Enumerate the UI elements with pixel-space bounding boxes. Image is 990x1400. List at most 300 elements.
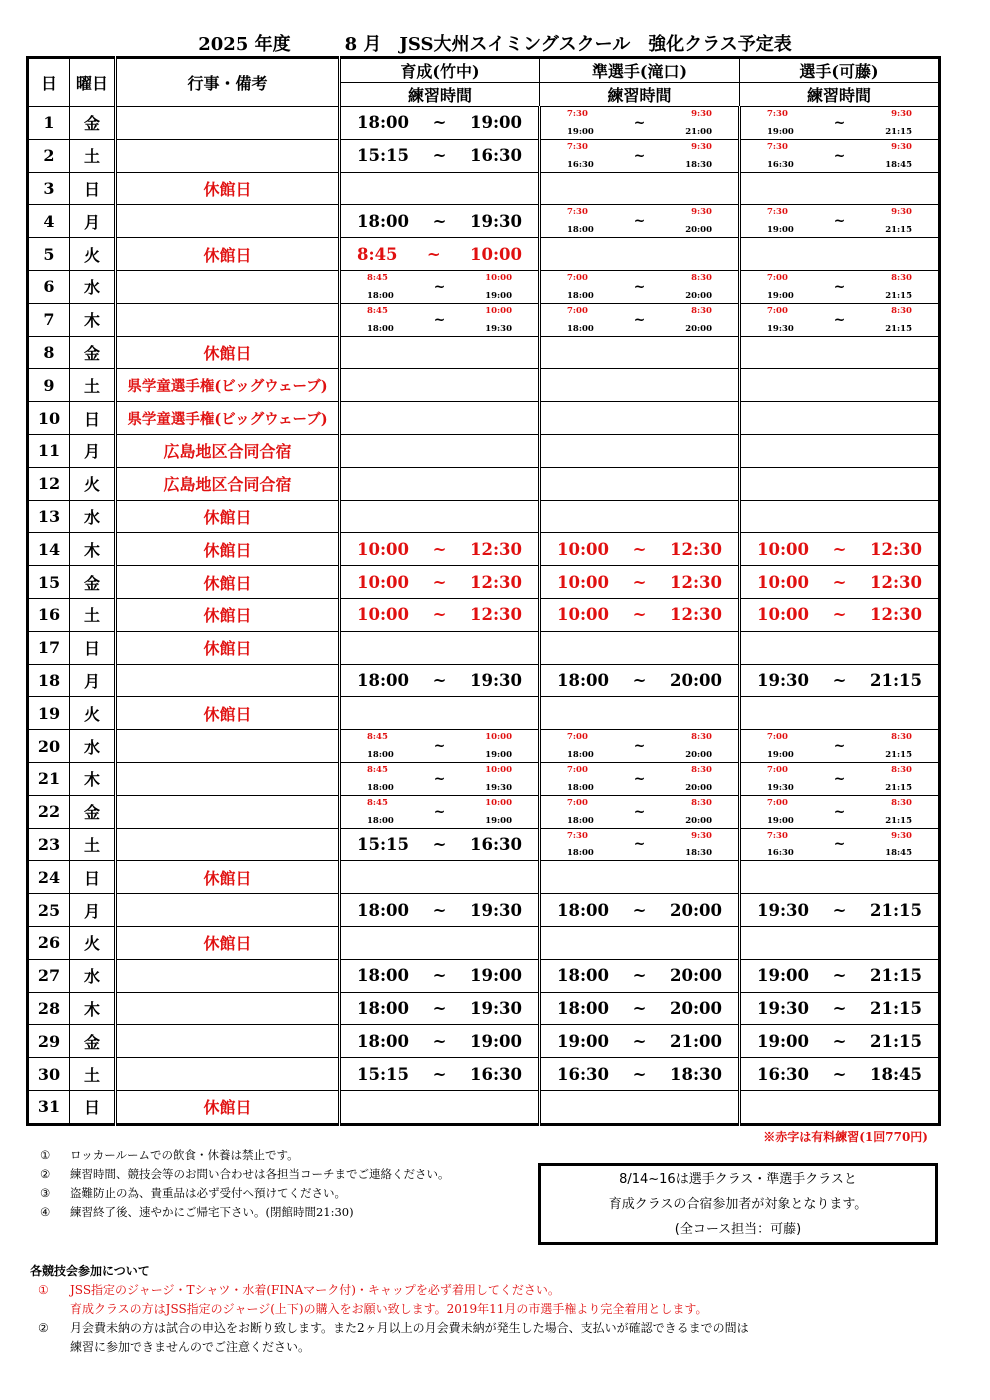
time-range-split — [741, 107, 938, 139]
time-range — [541, 993, 738, 1025]
start-times — [367, 796, 394, 828]
end-times — [885, 304, 912, 336]
end-time: 20:00 — [669, 966, 722, 986]
time-range-split — [541, 796, 738, 828]
end-time: 21:15 — [885, 290, 912, 301]
schedule-row — [28, 762, 940, 795]
event-cell: 休館日 — [116, 500, 340, 533]
time-cell — [740, 139, 940, 172]
time-cell — [740, 270, 940, 303]
time-cell — [740, 533, 940, 566]
time-cell — [340, 894, 540, 927]
tilde: ~ — [432, 1031, 447, 1051]
tilde: ~ — [633, 147, 646, 164]
time-range — [741, 993, 938, 1025]
time-cell — [740, 762, 940, 795]
time-cell — [340, 926, 540, 959]
start-times — [567, 205, 594, 237]
start-time: 19:00 — [567, 126, 594, 137]
time-cell — [540, 107, 740, 140]
time-range — [341, 1058, 538, 1090]
time-cell — [540, 270, 740, 303]
paid-start-time: 7:00 — [767, 732, 788, 743]
tilde: ~ — [632, 900, 647, 920]
start-times — [767, 763, 794, 795]
time-cell — [340, 107, 540, 140]
start-time: 19:00 — [767, 126, 794, 137]
tilde: ~ — [833, 738, 846, 755]
tilde: ~ — [833, 803, 846, 820]
end-time: 12:30 — [469, 572, 522, 592]
tilde: ~ — [832, 539, 847, 559]
paid-end-time: 9:30 — [891, 830, 912, 841]
day-cell: 8 — [28, 336, 70, 369]
tilde: ~ — [632, 998, 647, 1018]
weekday-cell: 火 — [70, 926, 116, 959]
tilde: ~ — [633, 114, 646, 131]
time-cell — [340, 1090, 540, 1124]
end-times — [485, 304, 512, 336]
header-practice-time: 練習時間 — [540, 83, 740, 107]
schedule-row — [28, 336, 940, 369]
event-cell — [116, 664, 340, 697]
start-times — [767, 829, 794, 861]
weekday-cell: 火 — [70, 467, 116, 500]
start-time: 10:00 — [757, 539, 810, 559]
competition-number: ② — [38, 1321, 49, 1335]
paid-end-time: 9:30 — [691, 109, 712, 119]
time-cell — [340, 238, 540, 271]
note-item — [40, 1146, 450, 1165]
end-time: 12:30 — [869, 572, 922, 592]
paid-end-time: 8:30 — [691, 732, 712, 743]
time-cell — [540, 369, 740, 402]
time-range-split — [741, 140, 938, 172]
event-cell — [116, 303, 340, 336]
time-cell — [740, 861, 940, 894]
schedule-row — [28, 992, 940, 1025]
end-time: 21:00 — [685, 126, 712, 137]
day-cell: 12 — [28, 467, 70, 500]
tilde: ~ — [832, 998, 847, 1018]
start-time: 18:00 — [357, 113, 410, 133]
schedule-row — [28, 598, 940, 631]
time-cell — [740, 894, 940, 927]
time-cell — [540, 205, 740, 238]
tilde: ~ — [833, 770, 846, 787]
schedule-row — [28, 795, 940, 828]
start-time: 16:30 — [757, 1064, 810, 1084]
end-times — [885, 730, 912, 762]
time-range — [541, 665, 738, 697]
weekday-cell: 日 — [70, 861, 116, 894]
schedule-row — [28, 172, 940, 205]
day-cell: 7 — [28, 303, 70, 336]
day-cell: 28 — [28, 992, 70, 1025]
paid-start-time: 7:00 — [767, 797, 788, 808]
tilde: ~ — [632, 605, 647, 625]
schedule-row — [28, 566, 940, 599]
paid-start-time: 7:30 — [567, 141, 588, 152]
start-time: 18:00 — [567, 225, 594, 236]
note-text: ロッカールームでの飲食・休養は禁止です。 — [70, 1148, 299, 1162]
time-cell — [540, 1090, 740, 1124]
tilde: ~ — [633, 738, 646, 755]
time-cell — [740, 303, 940, 336]
time-cell — [340, 533, 540, 566]
header-group-senshu: 選手(可藤) — [740, 58, 940, 83]
start-times — [567, 730, 594, 762]
time-cell — [740, 959, 940, 992]
day-cell: 25 — [28, 894, 70, 927]
day-cell: 31 — [28, 1090, 70, 1124]
day-cell: 18 — [28, 664, 70, 697]
event-cell — [116, 205, 340, 238]
start-times — [567, 271, 594, 303]
start-times — [767, 304, 794, 336]
tilde: ~ — [833, 836, 846, 853]
end-time: 12:30 — [469, 605, 522, 625]
time-range — [741, 599, 938, 631]
day-cell: 4 — [28, 205, 70, 238]
start-time: 19:00 — [767, 290, 794, 301]
start-time: 18:00 — [567, 749, 594, 760]
end-times — [685, 140, 712, 172]
end-times — [685, 304, 712, 336]
start-time: 18:00 — [357, 670, 410, 690]
time-cell — [740, 205, 940, 238]
end-time: 19:30 — [485, 782, 512, 793]
schedule-row — [28, 664, 940, 697]
start-time: 18:00 — [557, 670, 610, 690]
event-cell — [116, 730, 340, 763]
end-times — [685, 763, 712, 795]
paid-end-time: 10:00 — [485, 305, 512, 316]
tilde: ~ — [632, 670, 647, 690]
time-range — [341, 533, 538, 565]
end-time: 21:15 — [869, 966, 922, 986]
header-practice-time: 練習時間 — [740, 83, 940, 107]
time-cell — [540, 402, 740, 435]
end-times — [885, 796, 912, 828]
end-times — [685, 205, 712, 237]
time-cell — [340, 303, 540, 336]
start-time: 18:00 — [567, 290, 594, 301]
tilde: ~ — [433, 803, 446, 820]
start-time: 19:30 — [767, 323, 794, 334]
competition-text: 練習に参加できませんのでご注意ください。 — [70, 1340, 311, 1354]
paid-start-time: 7:30 — [767, 207, 788, 218]
end-times — [685, 829, 712, 861]
schedule-row — [28, 959, 940, 992]
tilde: ~ — [432, 605, 447, 625]
tilde: ~ — [832, 1064, 847, 1084]
time-cell — [540, 500, 740, 533]
time-cell — [540, 434, 740, 467]
time-cell — [540, 894, 740, 927]
header-practice-time: 練習時間 — [340, 83, 540, 107]
time-cell — [540, 467, 740, 500]
start-times — [567, 107, 594, 139]
event-cell — [116, 107, 340, 140]
schedule-row — [28, 139, 940, 172]
note-item — [40, 1203, 450, 1222]
tilde: ~ — [632, 572, 647, 592]
time-range-split — [341, 796, 538, 828]
end-time: 19:00 — [469, 1031, 522, 1051]
schedule-row — [28, 1025, 940, 1058]
time-cell — [740, 402, 940, 435]
time-range — [541, 566, 738, 598]
start-time: 10:00 — [557, 605, 610, 625]
tilde: ~ — [432, 146, 447, 166]
page-title: 2025 年度 8 月 JSS大州スイミングスクール 強化クラス予定表 — [198, 34, 792, 55]
start-time: 19:00 — [767, 225, 794, 236]
schedule-row — [28, 894, 940, 927]
start-time: 18:00 — [357, 900, 410, 920]
tilde: ~ — [426, 244, 441, 264]
time-cell — [740, 992, 940, 1025]
paid-start-time: 7:30 — [767, 109, 788, 119]
paid-start-time: 7:00 — [567, 732, 588, 743]
event-cell: 休館日 — [116, 598, 340, 631]
start-times — [567, 304, 594, 336]
start-time: 19:00 — [767, 749, 794, 760]
end-time: 18:45 — [885, 159, 912, 170]
time-cell — [340, 697, 540, 730]
paid-start-time: 8:45 — [367, 272, 388, 283]
tilde: ~ — [833, 213, 846, 230]
time-range — [341, 140, 538, 172]
day-cell: 3 — [28, 172, 70, 205]
event-cell: 休館日 — [116, 631, 340, 664]
time-range — [341, 566, 538, 598]
weekday-cell: 金 — [70, 336, 116, 369]
end-times — [685, 271, 712, 303]
paid-start-time: 7:30 — [767, 141, 788, 152]
time-range — [741, 894, 938, 926]
paid-start-time: 7:00 — [567, 305, 588, 316]
start-time: 19:00 — [557, 1031, 610, 1051]
end-time: 19:30 — [469, 670, 522, 690]
weekday-cell: 金 — [70, 566, 116, 599]
start-time: 15:15 — [357, 834, 410, 854]
end-time: 21:00 — [669, 1031, 722, 1051]
start-times — [567, 829, 594, 861]
weekday-cell: 木 — [70, 762, 116, 795]
paid-end-time: 8:30 — [891, 732, 912, 743]
start-time: 16:30 — [767, 848, 794, 859]
time-range-split — [741, 730, 938, 762]
day-cell: 16 — [28, 598, 70, 631]
competition-number: ① — [38, 1283, 49, 1297]
time-cell — [740, 795, 940, 828]
tilde: ~ — [632, 1031, 647, 1051]
time-cell — [540, 828, 740, 861]
time-cell — [540, 303, 740, 336]
time-cell — [740, 238, 940, 271]
end-times — [485, 271, 512, 303]
time-range-split — [741, 304, 938, 336]
paid-start-time: 7:00 — [567, 272, 588, 283]
paid-start-time: 8:45 — [367, 305, 388, 316]
start-time: 18:00 — [357, 998, 410, 1018]
time-cell — [540, 861, 740, 894]
tilde: ~ — [432, 113, 447, 133]
time-cell — [540, 172, 740, 205]
time-cell — [740, 369, 940, 402]
time-range — [541, 599, 738, 631]
tilde: ~ — [632, 1064, 647, 1084]
start-time: 16:30 — [767, 159, 794, 170]
event-cell: 休館日 — [116, 861, 340, 894]
paid-end-time: 9:30 — [691, 830, 712, 841]
paid-start-time: 7:30 — [567, 830, 588, 841]
end-time: 20:00 — [685, 225, 712, 236]
end-time: 18:45 — [885, 848, 912, 859]
end-time: 20:00 — [685, 815, 712, 826]
end-time: 21:15 — [885, 782, 912, 793]
tilde: ~ — [432, 900, 447, 920]
end-times — [885, 763, 912, 795]
start-time: 16:30 — [557, 1064, 610, 1084]
time-cell — [540, 533, 740, 566]
weekday-cell: 月 — [70, 205, 116, 238]
event-cell: 休館日 — [116, 336, 340, 369]
header-day: 日 — [28, 58, 70, 107]
start-time: 10:00 — [557, 572, 610, 592]
paid-end-time: 8:30 — [691, 305, 712, 316]
note-text: 練習時間、競技会等のお問い合わせは各担当コーチまでご連絡ください。 — [70, 1167, 450, 1181]
time-cell — [540, 238, 740, 271]
start-time: 19:00 — [757, 1031, 810, 1051]
tilde: ~ — [432, 211, 447, 231]
time-cell — [340, 566, 540, 599]
weekday-cell: 水 — [70, 730, 116, 763]
competition-item — [30, 1319, 749, 1338]
tilde: ~ — [432, 572, 447, 592]
end-time: 18:30 — [685, 848, 712, 859]
time-cell — [340, 336, 540, 369]
day-cell: 9 — [28, 369, 70, 402]
time-range — [741, 960, 938, 992]
time-cell — [540, 697, 740, 730]
start-time: 19:30 — [757, 998, 810, 1018]
notes-list — [40, 1146, 450, 1222]
time-cell — [340, 631, 540, 664]
time-range-split — [541, 304, 738, 336]
day-cell: 24 — [28, 861, 70, 894]
time-cell — [540, 336, 740, 369]
end-time: 19:00 — [469, 966, 522, 986]
time-cell — [540, 566, 740, 599]
time-cell — [340, 1025, 540, 1058]
day-cell: 19 — [28, 697, 70, 730]
paid-end-time: 8:30 — [891, 797, 912, 808]
time-cell — [340, 1058, 540, 1091]
start-time: 18:00 — [367, 323, 394, 334]
event-cell: 休館日 — [116, 697, 340, 730]
event-cell — [116, 795, 340, 828]
day-cell: 30 — [28, 1058, 70, 1091]
time-cell — [540, 664, 740, 697]
schedule-row — [28, 467, 940, 500]
schedule-row — [28, 1090, 940, 1124]
tilde: ~ — [432, 966, 447, 986]
paid-start-time: 7:00 — [767, 764, 788, 775]
start-time: 8:45 — [357, 244, 398, 264]
time-range — [541, 1025, 738, 1057]
start-time: 18:00 — [367, 749, 394, 760]
time-cell — [740, 467, 940, 500]
event-cell: 休館日 — [116, 566, 340, 599]
weekday-cell: 月 — [70, 894, 116, 927]
schedule-row — [28, 1058, 940, 1091]
time-cell — [340, 992, 540, 1025]
end-time: 19:30 — [469, 998, 522, 1018]
end-time: 21:15 — [885, 126, 912, 137]
time-cell — [340, 139, 540, 172]
schedule-table — [26, 56, 941, 1126]
start-time: 18:00 — [357, 966, 410, 986]
start-time: 18:00 — [367, 290, 394, 301]
time-cell — [740, 697, 940, 730]
start-time: 18:00 — [357, 1031, 410, 1051]
time-cell — [540, 926, 740, 959]
time-cell — [340, 730, 540, 763]
paid-end-time: 9:30 — [891, 141, 912, 152]
event-cell: 広島地区合同合宿 — [116, 434, 340, 467]
note-text: 練習終了後、速やかにご帰宅下さい。(閉館時間21:30) — [70, 1205, 354, 1219]
start-times — [367, 304, 394, 336]
time-cell — [540, 795, 740, 828]
time-range-split — [341, 304, 538, 336]
note-text: 盗難防止の為、貴重品は必ず受付へ預けてください。 — [70, 1186, 346, 1200]
start-time: 18:00 — [367, 782, 394, 793]
weekday-cell: 火 — [70, 697, 116, 730]
day-cell: 10 — [28, 402, 70, 435]
time-cell — [540, 762, 740, 795]
time-range — [341, 894, 538, 926]
start-times — [567, 140, 594, 172]
time-cell — [540, 730, 740, 763]
paid-end-time: 8:30 — [691, 764, 712, 775]
weekday-cell: 土 — [70, 1058, 116, 1091]
time-cell — [340, 500, 540, 533]
day-cell: 13 — [28, 500, 70, 533]
schedule-row — [28, 533, 940, 566]
paid-start-time: 7:00 — [767, 272, 788, 283]
weekday-cell: 木 — [70, 533, 116, 566]
time-range-split — [741, 763, 938, 795]
start-time: 18:00 — [567, 782, 594, 793]
time-cell — [540, 1025, 740, 1058]
start-time: 10:00 — [757, 572, 810, 592]
end-time: 21:15 — [869, 900, 922, 920]
weekday-cell: 月 — [70, 434, 116, 467]
weekday-cell: 金 — [70, 1025, 116, 1058]
end-time: 21:15 — [869, 670, 922, 690]
time-cell — [740, 500, 940, 533]
schedule-row — [28, 500, 940, 533]
time-range-split — [741, 796, 938, 828]
schedule-row — [28, 270, 940, 303]
start-times — [767, 730, 794, 762]
start-time: 19:30 — [757, 900, 810, 920]
tilde: ~ — [833, 278, 846, 295]
time-range-split — [741, 271, 938, 303]
note-number: ④ — [40, 1205, 51, 1219]
